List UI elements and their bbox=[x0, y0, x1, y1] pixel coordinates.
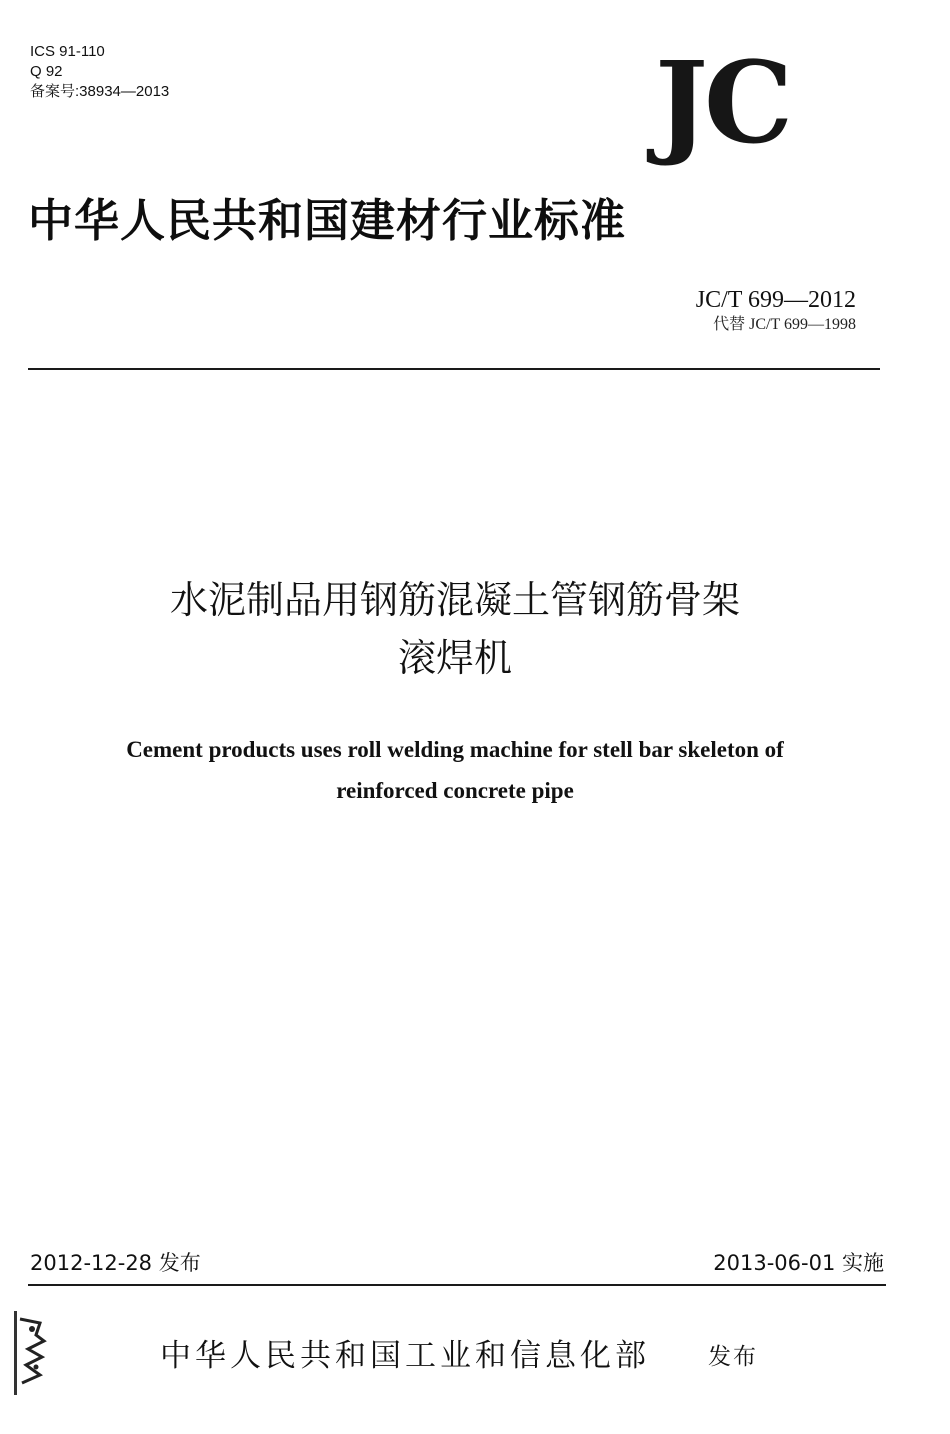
title-cn-line2: 滚焊机 bbox=[397, 636, 512, 680]
title-en-line1: Cement products uses roll welding machine for stell bar skeleton of bbox=[126, 737, 784, 762]
seal-mark bbox=[6, 1305, 50, 1397]
standard-number: JC/T 699—2012 bbox=[695, 287, 856, 313]
publisher-name: 中华人民共和国工业和信息化部 bbox=[160, 1338, 650, 1374]
publish-label: 发布 bbox=[708, 1344, 758, 1370]
replaces-standard: 代替 JC/T 699—1998 bbox=[713, 316, 856, 333]
ccs-code: Q 92 bbox=[30, 63, 63, 80]
jc-logo: JC bbox=[655, 38, 790, 169]
title-cn-line1: 水泥制品用钢筋混凝土管钢筋骨架 bbox=[169, 578, 740, 622]
filing-number: 备案号:38934—2013 bbox=[30, 83, 170, 100]
bottom-divider bbox=[28, 1284, 886, 1286]
top-divider bbox=[28, 368, 880, 370]
issue-date: 2012-12-28 发布 bbox=[30, 1251, 201, 1275]
title-en-line2: reinforced concrete pipe bbox=[336, 778, 574, 803]
industry-standard-title: 中华人民共和国建材行业标准 bbox=[28, 194, 627, 247]
implementation-date: 2013-06-01 实施 bbox=[713, 1251, 884, 1275]
ics-code: ICS 91-110 bbox=[30, 43, 105, 60]
